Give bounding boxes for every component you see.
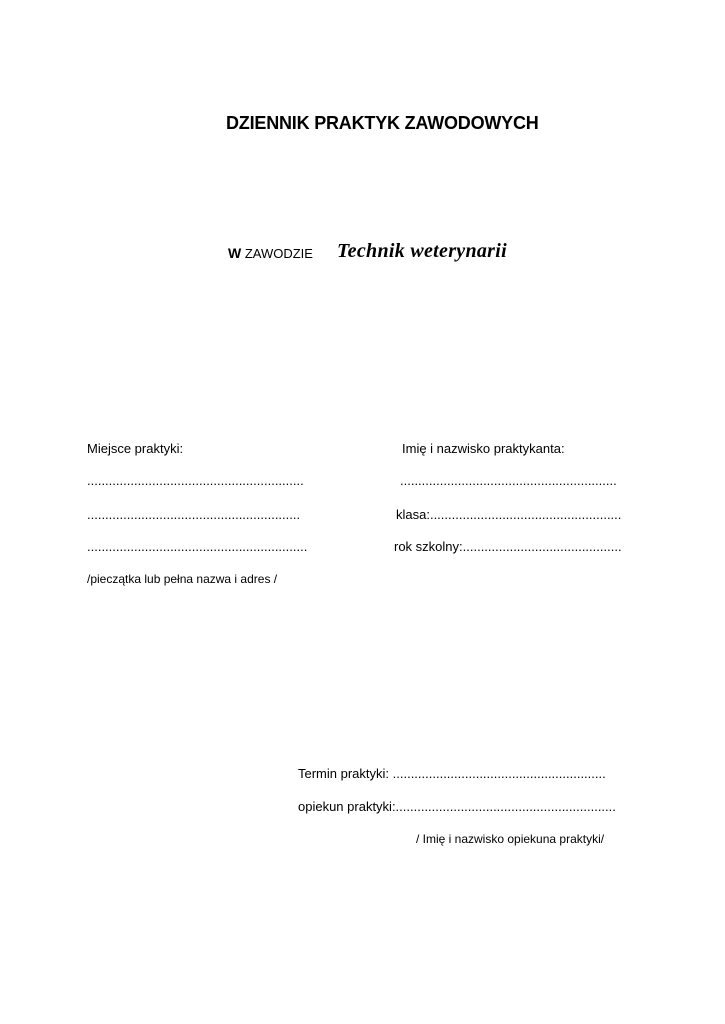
supervisor-note: / Imię i nazwisko opiekuna praktyki/ [416,832,605,846]
internship-place-line-3: ............................................................. [87,539,308,554]
class-field: klasa:..................................................... [396,507,622,522]
school-year-field: rok szkolny:............................................ [394,539,622,554]
document-title: DZIENNIK PRAKTYK ZAWODOWYCH [226,113,539,133]
trainee-name-label: Imię i nazwisko praktykanta: [402,441,565,456]
profession-prefix-w: W [228,245,242,261]
internship-term-field: Termin praktyki: ........................................................... [298,766,606,781]
profession-name: Technik weterynarii [337,240,507,262]
supervisor-field: opiekun praktyki:............................................................. [298,799,616,814]
internship-place-label: Miejsce praktyki: [87,441,184,456]
stamp-note: /pieczątka lub pełna nazwa i adres / [87,572,278,586]
internship-place-line-1: ............................................................ [87,473,304,488]
internship-place-line-2: ........................................................... [87,507,301,522]
trainee-name-line: ............................................................ [400,473,617,488]
profession-prefix [228,245,313,261]
profession-prefix-rest: ZAWODZIE [244,246,313,261]
